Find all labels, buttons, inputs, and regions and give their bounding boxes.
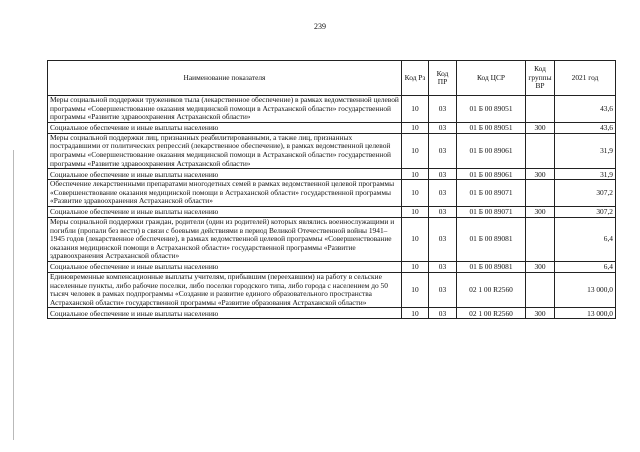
cell-rz: 10 — [402, 133, 429, 168]
cell-name: Социальное обеспечение и иные выплаты населению — [48, 122, 402, 133]
table-row — [48, 272, 616, 307]
cell-amount: 307,2 — [555, 180, 616, 207]
cell-rz: 10 — [402, 261, 429, 272]
cell-amount: 6,4 — [555, 261, 616, 272]
cell-rz: 10 — [402, 180, 429, 207]
cell-amount: 307,2 — [555, 206, 616, 217]
cell-csr: 01 Б 00 89061 — [457, 169, 526, 180]
page-number: 239 — [314, 22, 326, 31]
cell-csr: 01 Б 00 89071 — [457, 180, 526, 207]
cell-vr — [526, 217, 555, 261]
cell-rz: 10 — [402, 272, 429, 307]
cell-rz: 10 — [402, 217, 429, 261]
table-row — [48, 180, 616, 207]
cell-name: Единовременные компенсационные выплаты учителям, прибывшим (переехавшим) на работу в сельские населенные пункты, либо рабочие поселки, либо поселки городского типа, либо города с населением до 50 тысяч человек в рамках подпрограммы «Создание и развитие единого образовательного пространства Астраханской области» государственной программы «Развитие образования Астраханской области» — [48, 272, 402, 307]
budget-table — [47, 60, 616, 319]
cell-vr — [526, 96, 555, 123]
cell-csr: 01 Б 00 89051 — [457, 122, 526, 133]
cell-amount: 13 000,0 — [555, 272, 616, 307]
cell-pr: 03 — [429, 261, 457, 272]
header-year: 2021 год — [555, 61, 616, 96]
cell-csr: 01 Б 00 89051 — [457, 96, 526, 123]
cell-amount: 43,6 — [555, 96, 616, 123]
table-row — [48, 96, 616, 123]
cell-name: Социальное обеспечение и иные выплаты населению — [48, 261, 402, 272]
cell-name: Меры социальной поддержки тружеников тыла (лекарственное обеспечение) в рамках ведомственной целевой программы «Совершенствование оказания медицинской помощи в Астраханской области» государственной программы «Развитие здравоохранения Астраханской области» — [48, 96, 402, 123]
cell-vr: 300 — [526, 206, 555, 217]
page-edge-line — [13, 150, 14, 440]
cell-pr: 03 — [429, 308, 457, 319]
cell-rz: 10 — [402, 206, 429, 217]
cell-pr: 03 — [429, 180, 457, 207]
cell-csr: 02 1 00 R2560 — [457, 272, 526, 307]
header-rz: Код Рз — [402, 61, 429, 96]
table-row — [48, 261, 616, 272]
header-pr: Код ПР — [429, 61, 457, 96]
cell-vr: 300 — [526, 169, 555, 180]
cell-name: Социальное обеспечение и иные выплаты населению — [48, 206, 402, 217]
cell-pr: 03 — [429, 217, 457, 261]
table-row — [48, 133, 616, 168]
cell-csr: 02 1 00 R2560 — [457, 308, 526, 319]
cell-pr: 03 — [429, 169, 457, 180]
table-row — [48, 217, 616, 261]
cell-pr: 03 — [429, 133, 457, 168]
cell-rz: 10 — [402, 169, 429, 180]
table-row — [48, 169, 616, 180]
cell-pr: 03 — [429, 122, 457, 133]
cell-name: Меры социальной поддержки лиц, признанных реабилитированными, а также лиц, признанных пострадавшими от политических репрессий (лекарственное обеспечение), в рамках ведомственной целевой программы «Совершенствование оказания медицинской помощи в Астраханской области» государственной программы «Развитие здравоохранения Астраханской области» — [48, 133, 402, 168]
cell-csr: 01 Б 00 89081 — [457, 261, 526, 272]
cell-name: Социальное обеспечение и иные выплаты населению — [48, 169, 402, 180]
cell-vr: 300 — [526, 122, 555, 133]
header-name: Наименование показателя — [48, 61, 402, 96]
cell-amount: 13 000,0 — [555, 308, 616, 319]
cell-pr: 03 — [429, 272, 457, 307]
table-header-row — [48, 61, 616, 96]
cell-csr: 01 Б 00 89081 — [457, 217, 526, 261]
cell-vr — [526, 180, 555, 207]
cell-csr: 01 Б 00 89071 — [457, 206, 526, 217]
cell-pr: 03 — [429, 206, 457, 217]
cell-name: Социальное обеспечение и иные выплаты населению — [48, 308, 402, 319]
cell-vr — [526, 133, 555, 168]
cell-vr: 300 — [526, 261, 555, 272]
table-row — [48, 308, 616, 319]
cell-amount: 6,4 — [555, 217, 616, 261]
cell-vr — [526, 272, 555, 307]
cell-amount: 31,9 — [555, 133, 616, 168]
cell-csr: 01 Б 00 89061 — [457, 133, 526, 168]
cell-vr: 300 — [526, 308, 555, 319]
table-row — [48, 122, 616, 133]
table-row — [48, 206, 616, 217]
cell-name: Меры социальной поддержки граждан, родители (один из родителей) которых являлись военнослужащими и погибли (пропали без вести) в связи с боевыми действиями в период Великой Отечественной войны 1941–1945 годов (лекарственное обеспечение), в рамках ведомственной целевой программы «Совершенствование оказания медицинской помощи в Астраханской области» государственной программы «Развитие здравоохранения Астраханской области» — [48, 217, 402, 261]
cell-rz: 10 — [402, 308, 429, 319]
cell-rz: 10 — [402, 122, 429, 133]
cell-amount: 31,9 — [555, 169, 616, 180]
header-csr: Код ЦСР — [457, 61, 526, 96]
cell-amount: 43,6 — [555, 122, 616, 133]
header-vr: Код группы ВР — [526, 61, 555, 96]
cell-name: Обеспечение лекарственными препаратами многодетных семей в рамках ведомственной целевой программы «Совершенствование оказания медицинской помощи в Астраханской области» государственной программы «Развитие здравоохранения Астраханской области» — [48, 180, 402, 207]
cell-rz: 10 — [402, 96, 429, 123]
cell-pr: 03 — [429, 96, 457, 123]
